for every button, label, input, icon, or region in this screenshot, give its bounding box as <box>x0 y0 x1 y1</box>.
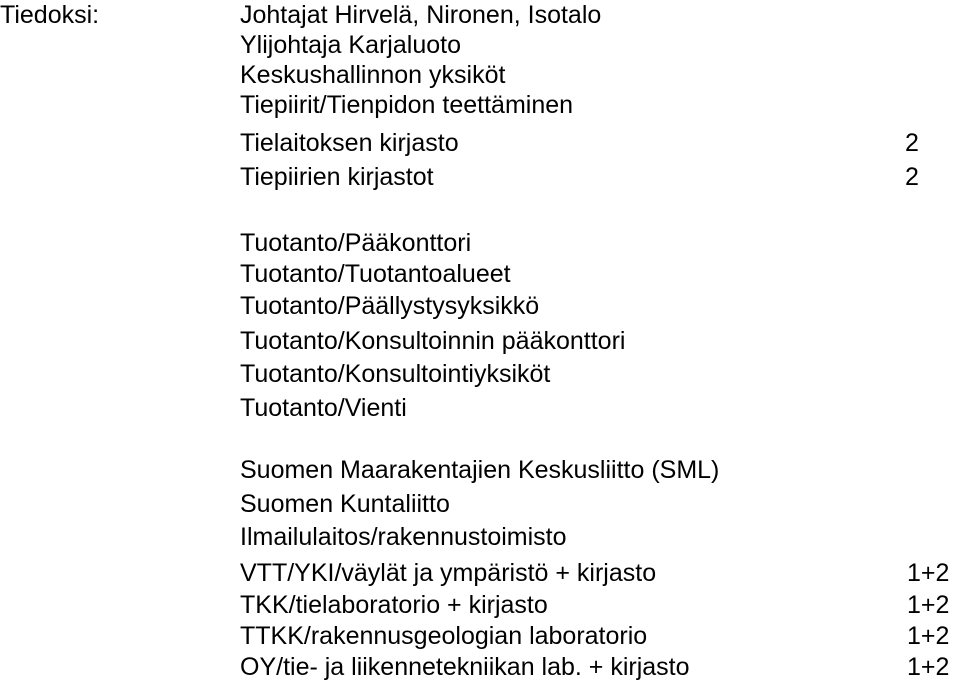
recipient-count: 1+2 <box>907 559 950 587</box>
recipient-name: TKK/tielaboratorio + kirjasto <box>240 591 548 619</box>
recipient-name: Keskushallinnon yksiköt <box>240 61 506 89</box>
recipient-name: Suomen Kuntaliitto <box>240 490 450 518</box>
recipient-name: Tuotanto/Konsultointiyksiköt <box>240 360 551 388</box>
recipient-count: 2 <box>905 163 919 191</box>
distribution-label: Tiedoksi: <box>0 1 100 29</box>
recipient-name: Tiepiirit/Tienpidon teettäminen <box>240 91 574 119</box>
recipient-name: Tuotanto/Päällystysyksikkö <box>240 292 540 320</box>
recipient-name: Tuotanto/Konsultoinnin pääkonttori <box>240 327 626 355</box>
recipient-name: OY/tie- ja liikennetekniikan lab. + kirjasto <box>240 653 690 681</box>
recipient-name: Suomen Maarakentajien Keskusliitto (SML) <box>240 456 720 484</box>
recipient-name: VTT/YKI/väylät ja ympäristö + kirjasto <box>240 559 657 587</box>
recipient-name: TTKK/rakennusgeologian laboratorio <box>240 622 648 650</box>
recipient-count: 2 <box>905 129 919 157</box>
recipient-name: Tuotanto/Vienti <box>240 394 407 422</box>
recipient-name: Tielaitoksen kirjasto <box>240 129 459 157</box>
recipient-name: Ilmailulaitos/rakennustoimisto <box>240 523 567 551</box>
recipient-count: 1+2 <box>907 591 950 619</box>
recipient-name: Tuotanto/Pääkonttori <box>240 229 472 257</box>
recipient-count: 1+2 <box>907 622 950 650</box>
recipient-name: Tiepiirien kirjastot <box>240 163 434 191</box>
recipient-name: Tuotanto/Tuotantoalueet <box>240 260 511 288</box>
recipient-name: Ylijohtaja Karjaluoto <box>240 31 461 59</box>
recipient-name: Johtajat Hirvelä, Nironen, Isotalo <box>240 1 602 29</box>
recipient-count: 1+2 <box>907 653 950 681</box>
